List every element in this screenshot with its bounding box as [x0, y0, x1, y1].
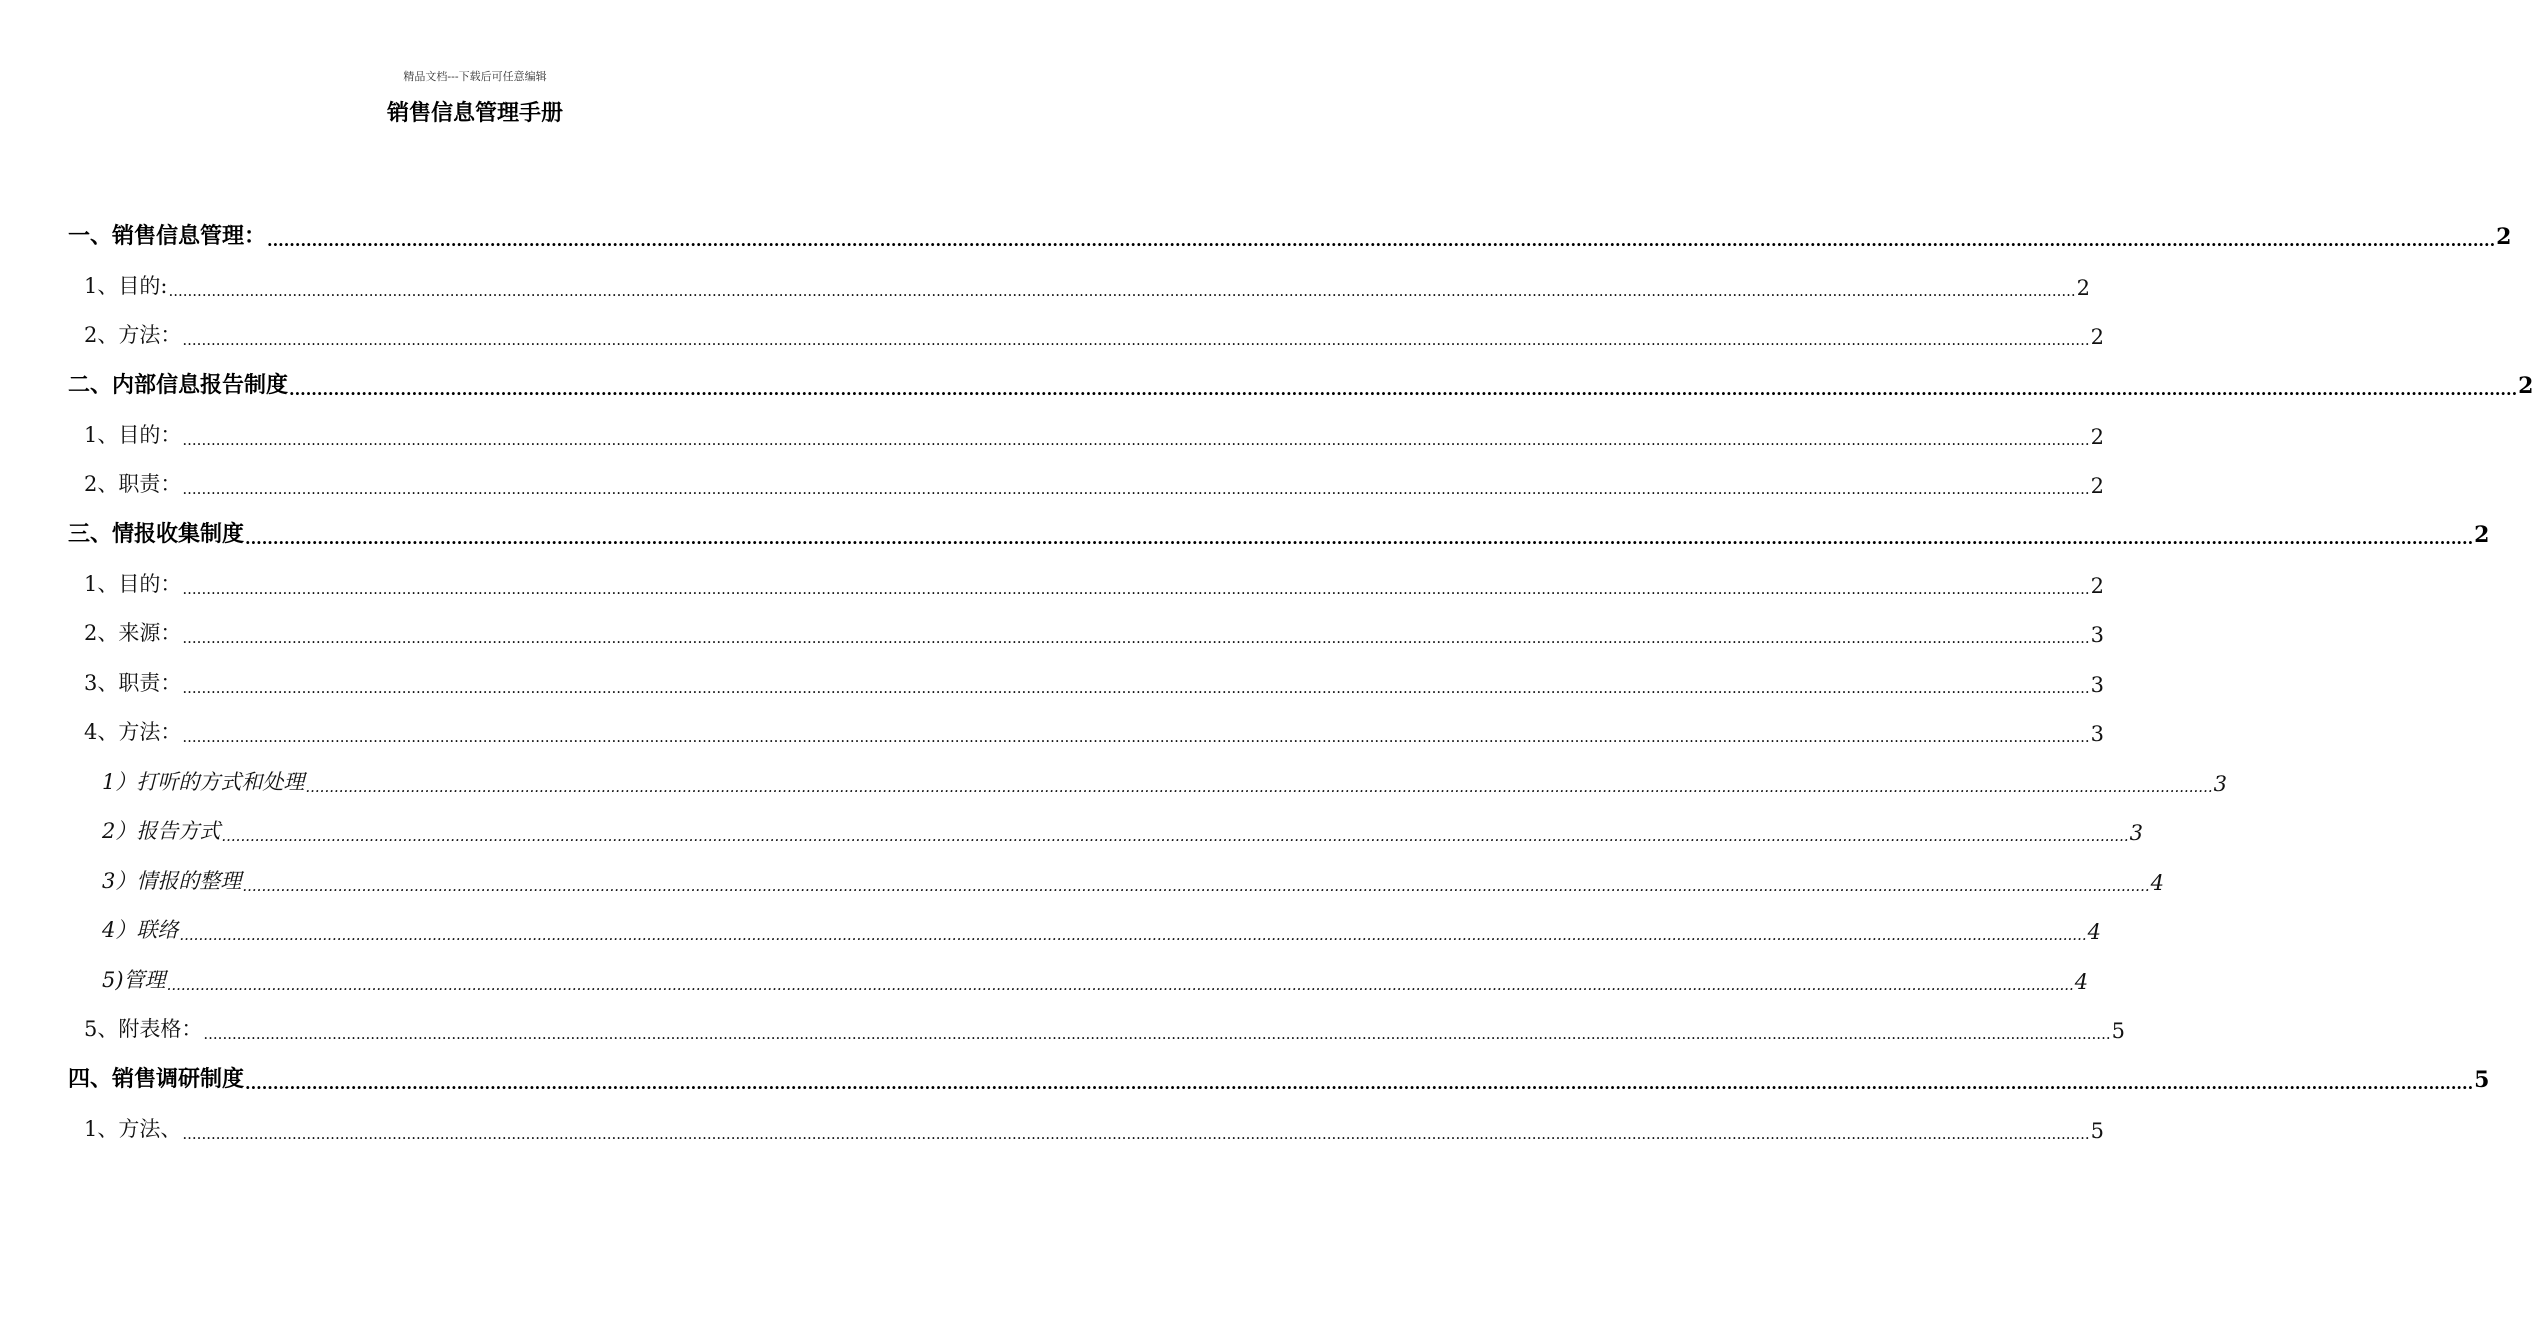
- toc-entry[interactable]: [68, 508, 2490, 548]
- toc-page-number: 4: [2150, 870, 2164, 895]
- toc-entry-label: 3）情报的整理: [102, 865, 241, 895]
- toc-entry[interactable]: [68, 904, 2101, 944]
- toc-entry-label: 三、情报收集制度: [68, 517, 244, 548]
- document-title: 销售信息管理手册: [386, 100, 563, 126]
- toc-page-number: 3: [2213, 771, 2227, 796]
- toc-entry[interactable]: [68, 855, 2164, 895]
- toc-entry-label: 1、目的：: [84, 419, 181, 449]
- toc-dot-leader: ................................................................................................................................................................................................................................................................................................................................................................................................................: [182, 579, 2090, 598]
- toc-entry[interactable]: [68, 805, 2143, 845]
- toc-page-number: 3: [2129, 821, 2143, 845]
- toc-dot-leader: ................................................................................................................................................................................................................................................................................................................................................................................................................: [242, 876, 2150, 895]
- toc-dot-leader: ................................................................................................................................................................................................................................................................................................................................................................................................................: [245, 529, 2474, 548]
- toc-page-number: 5: [2111, 1019, 2125, 1043]
- toc-page-number: 2: [2090, 474, 2104, 498]
- toc-entry-label: 2）报告方式: [102, 815, 220, 845]
- toc-page-number: 5: [2474, 1067, 2490, 1093]
- toc-dot-leader: ................................................................................................................................................................................................................................................................................................................................................................................................................: [182, 331, 2090, 349]
- toc-entry-label: 1、目的：: [84, 568, 181, 598]
- toc-page-number: 4: [2087, 920, 2101, 944]
- toc-page-number: 2: [2090, 424, 2104, 449]
- toc-entry[interactable]: [68, 1003, 2125, 1043]
- toc-entry-label: 2、来源：: [84, 617, 181, 647]
- toc-entry-label: 1、方法、: [84, 1113, 181, 1143]
- toc-page-number: 4: [2074, 969, 2089, 994]
- toc-entry-label: 二、内部信息报告制度: [68, 368, 288, 399]
- toc-page-number: 3: [2090, 672, 2104, 697]
- toc-entry-label: 一、销售信息管理：: [68, 219, 266, 250]
- toc-page-number: 2: [2474, 522, 2490, 548]
- toc-entry[interactable]: [68, 1053, 2490, 1093]
- toc-page-number: 3: [2090, 623, 2104, 647]
- toc-entry[interactable]: [68, 954, 2089, 994]
- toc-entry[interactable]: [68, 359, 2533, 399]
- toc-entry-label: 1）打听的方式和处理: [102, 766, 304, 796]
- toc-dot-leader: ................................................................................................................................................................................................................................................................................................................................................................................................................: [179, 926, 2087, 944]
- toc-dot-leader: ................................................................................................................................................................................................................................................................................................................................................................................................................: [168, 281, 2076, 300]
- toc-dot-leader: ................................................................................................................................................................................................................................................................................................................................................................................................................: [221, 827, 2129, 845]
- toc-dot-leader: ................................................................................................................................................................................................................................................................................................................................................................................................................: [182, 728, 2090, 746]
- toc-entry[interactable]: [68, 260, 2091, 300]
- toc-page-number: 3: [2090, 722, 2104, 746]
- toc-dot-leader: ................................................................................................................................................................................................................................................................................................................................................................................................................: [203, 1025, 2111, 1043]
- toc-entry-label: 2、方法：: [84, 319, 181, 349]
- toc-page-number: 2: [2090, 573, 2104, 598]
- toc-entry-label: 3、职责：: [84, 667, 181, 697]
- toc-entry[interactable]: [68, 558, 2104, 598]
- header-note: 精品文档---下载后可任意编辑: [403, 70, 547, 83]
- toc-dot-leader: ................................................................................................................................................................................................................................................................................................................................................................................................................: [182, 480, 2090, 498]
- toc-entry[interactable]: [68, 657, 2104, 697]
- toc-page-number: 2: [2076, 275, 2091, 300]
- toc-entry[interactable]: [68, 706, 2104, 746]
- toc-entry-label: 四、销售调研制度: [68, 1062, 244, 1093]
- toc-dot-leader: ................................................................................................................................................................................................................................................................................................................................................................................................................: [182, 629, 2090, 647]
- toc-dot-leader: ................................................................................................................................................................................................................................................................................................................................................................................................................: [182, 430, 2090, 449]
- toc-entry[interactable]: [68, 756, 2227, 796]
- toc-entry-label: 5、附表格：: [84, 1013, 202, 1043]
- toc-entry-label: 1、目的:: [84, 270, 167, 300]
- toc-dot-leader: ................................................................................................................................................................................................................................................................................................................................................................................................................: [182, 678, 2090, 697]
- table-of-contents: [68, 210, 2533, 1143]
- toc-dot-leader: ................................................................................................................................................................................................................................................................................................................................................................................................................: [182, 1124, 2090, 1143]
- toc-dot-leader: ................................................................................................................................................................................................................................................................................................................................................................................................................: [289, 380, 2518, 399]
- toc-page-number: 2: [2518, 373, 2533, 399]
- toc-entry-label: 2、职责：: [84, 468, 181, 498]
- toc-entry[interactable]: [68, 210, 2512, 250]
- toc-page-number: 2: [2496, 224, 2512, 250]
- toc-dot-leader: ................................................................................................................................................................................................................................................................................................................................................................................................................: [245, 1074, 2474, 1093]
- toc-entry-label: 5)管理: [102, 964, 166, 994]
- toc-entry[interactable]: [68, 607, 2104, 647]
- toc-dot-leader: ................................................................................................................................................................................................................................................................................................................................................................................................................: [166, 975, 2074, 994]
- toc-entry-label: 4）联络: [102, 914, 178, 944]
- toc-page-number: 2: [2090, 325, 2104, 349]
- toc-entry[interactable]: [68, 1103, 2104, 1143]
- toc-dot-leader: ................................................................................................................................................................................................................................................................................................................................................................................................................: [305, 777, 2213, 796]
- toc-entry-label: 4、方法：: [84, 716, 181, 746]
- toc-dot-leader: ................................................................................................................................................................................................................................................................................................................................................................................................................: [267, 231, 2496, 250]
- toc-page-number: 5: [2090, 1118, 2104, 1143]
- toc-entry[interactable]: [68, 458, 2104, 498]
- toc-entry[interactable]: [68, 409, 2104, 449]
- toc-entry[interactable]: [68, 309, 2104, 349]
